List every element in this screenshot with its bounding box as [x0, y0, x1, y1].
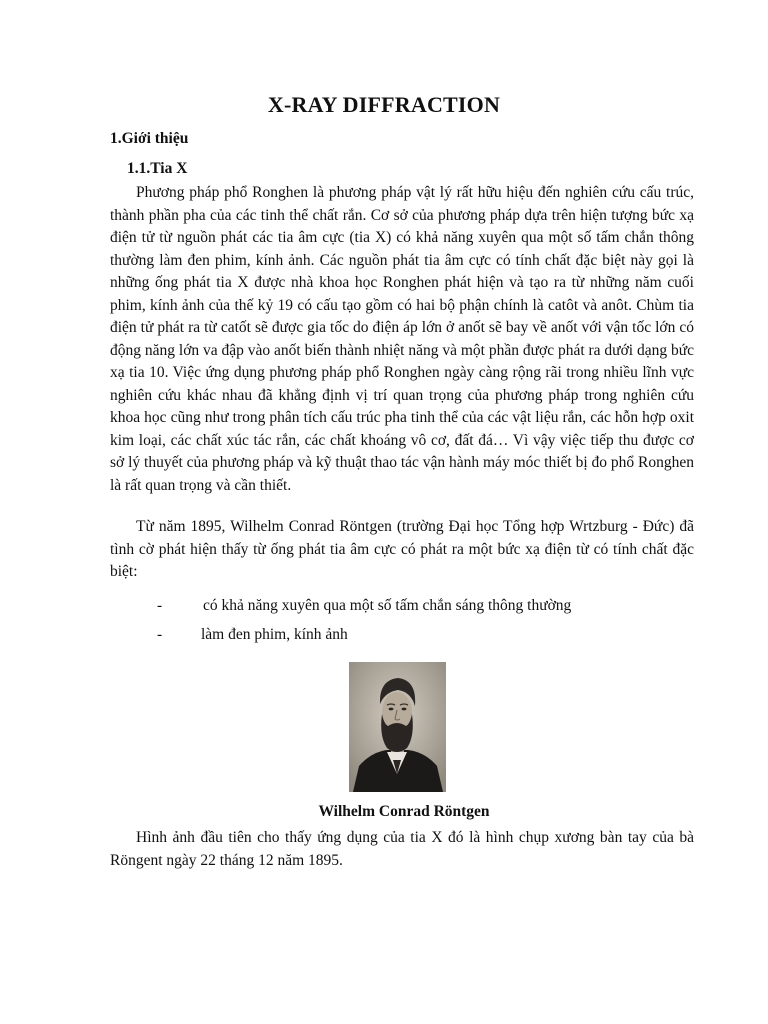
paragraph-first-image: Hình ảnh đầu tiên cho thấy ứng dụng của tia X đó là hình chụp xương bàn tay của bà Röngent ngày 22 tháng 12 năm 1895. — [110, 829, 694, 869]
bullet-text: làm đen phim, kính ảnh — [201, 626, 348, 643]
portrait-illustration — [349, 662, 446, 792]
document-title: X-RAY DIFFRACTION — [267, 92, 501, 117]
portrait-photo — [349, 662, 446, 792]
bullet-marker: - — [157, 626, 163, 643]
paragraph-history: Từ năm 1895, Wilhelm Conrad Röntgen (trường Đại học Tổng hợp Wrtzburg - Đức) đã tình cờ phát hiện thấy từ ống phát tia âm cực có phát ra một bức xạ điện từ có tính chất đặc biệt: — [110, 518, 694, 580]
bullet-text: có khả năng xuyên qua một số tấm chắn sáng thông thường — [203, 597, 572, 614]
section-heading: 1.Giới thiệu — [110, 130, 189, 147]
paragraph-intro: Phương pháp phổ Ronghen là phương pháp vật lý rất hữu hiệu đến nghiên cứu cấu trúc, thành phần pha của các tinh thể chất rắn. Cơ sở của phương pháp dựa trên hiện tượng bức xạ điện tử từ nguồn phát các tia âm cực (tia X) có khả năng xuyên qua một số tấm chắn thông thường làm đen phim, kính ảnh. Các nguồn phát tia âm cực có tính chất đặc biệt này gọi là những ống phát tia X được nhà khoa học Ronghen phát hiện và tạo ra từ những năm cuối phim, kính ảnh của thế kỷ 19 có cấu tạo gồm có hai bộ phận chính là catôt và anôt. Chùm tia điện tử phát ra từ catốt sẽ được gia tốc do điện áp lớn ở anốt sẽ bay về anốt với vận tốc lớn có động năng lớn va đập vào anốt biến thành nhiệt năng và một phần được phát ra dưới dạng bức xạ tia 10. Việc ứng dụng phương pháp phổ Ronghen ngày càng rộng rãi trong nhiều lĩnh vực nghiên cứu khác nhau đã khẳng định vị trí quan trọng của phương pháp trong nghiên cứu khoa học cũng như trong phân tích cấu trúc pha tinh thể của các vật liệu rắn, các hỗn hợp oxit kim loại, các chất xúc tác rắn, các chất khoáng vô cơ, đất đá… Vì vậy việc tiếp thu được cơ sở lý thuyết của phương pháp và kỹ thuật thao tác vận hành máy móc thiết bị đo phổ Ronghen là rất quan trọng và cần thiết. — [110, 184, 694, 494]
figure-caption: Wilhelm Conrad Röntgen — [318, 803, 490, 820]
subsection-heading: 1.1.Tia X — [127, 160, 188, 177]
bullet-marker: - — [157, 597, 163, 614]
